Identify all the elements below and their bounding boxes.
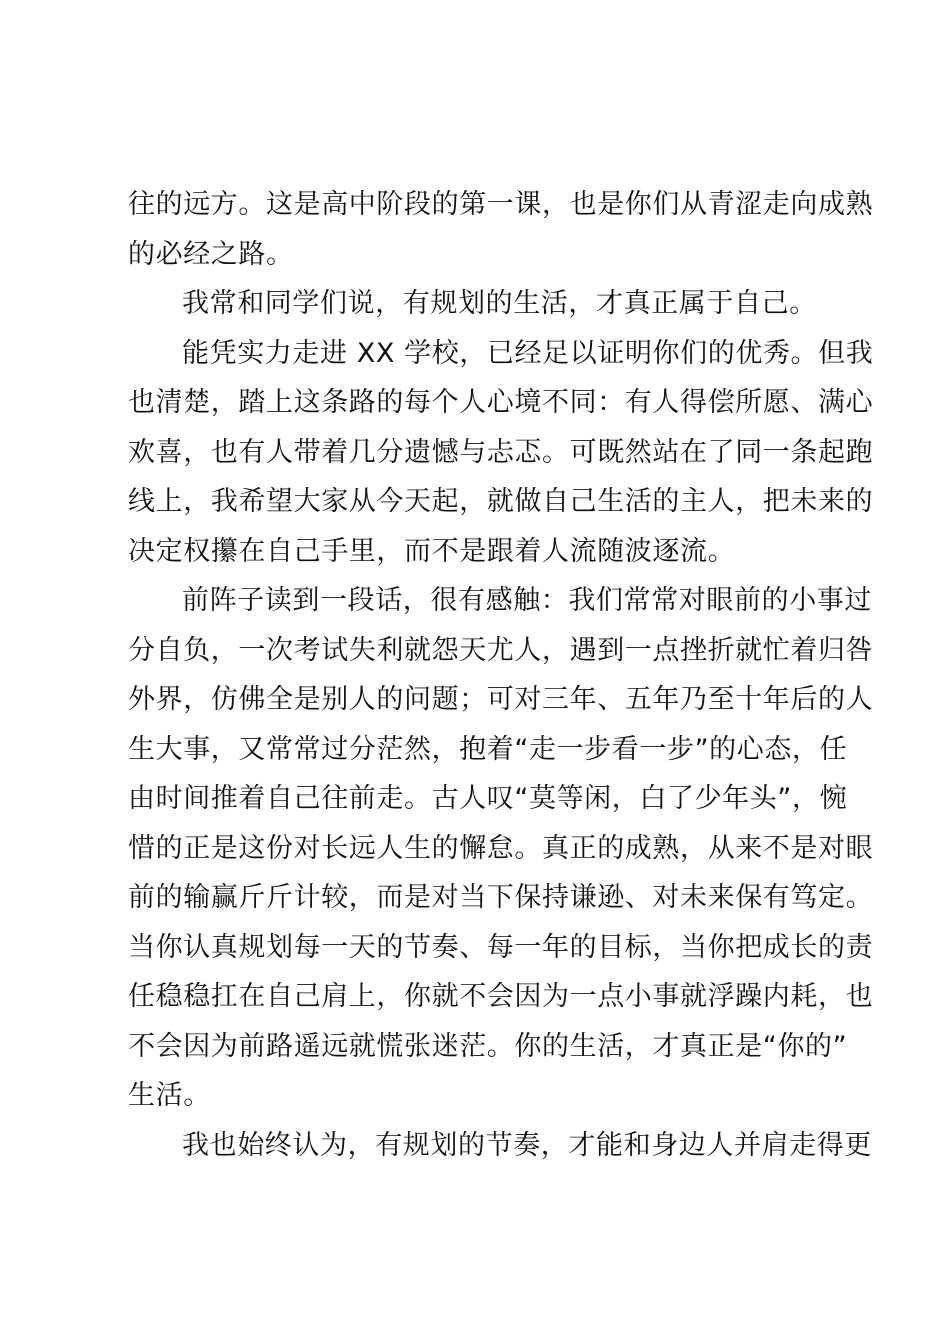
text-line-20: 我也始终认为，有规划的节奏，才能和身边人并肩走得更 — [182, 1129, 872, 1161]
text-line-18: 不会因为前路遥远就慌张迷茫。你的生活，才真正是“你的” — [128, 1030, 848, 1062]
text-line-17: 任稳稳扛在自己肩上，你就不会因为一点小事就浮躁内耗，也 — [128, 981, 874, 1012]
text-line-13: 由时间推着自己往前走。古人叹“莫等闲，白了少年头”，惋 — [128, 783, 848, 814]
body-text — [128, 180, 874, 1170]
text-line-8: 决定权攥在自己手里，而不是跟着人流随波逐流。 — [128, 535, 736, 567]
text-line-19: 生活。 — [128, 1080, 211, 1111]
text-line-16: 当你认真规划每一天的节奏、每一年的目标，当你把成长的责 — [128, 931, 874, 963]
text-line-7: 线上，我希望大家从今天起，就做自己生活的主人，把未来的 — [128, 486, 874, 517]
text-line-12: 生大事，又常常过分茫然，抱着“走一步看一步”的心态，任 — [128, 733, 848, 765]
text-line-2: 的必经之路。 — [128, 238, 294, 270]
text-line-3: 我常和同学们说，有规划的生活，才真正属于自己。 — [182, 288, 817, 319]
text-line-15: 前的输赢斤斤计较，而是对当下保持谦逊、对未来保有笃定。 — [128, 882, 874, 913]
text-line-5: 也清楚，踏上这条路的每个人心境不同：有人得偿所愿、满心 — [128, 387, 874, 418]
text-line-10: 分自负，一次考试失利就怨天尤人，遇到一点挫折就忙着归咎 — [128, 634, 874, 666]
text-line-11: 外界，仿佛全是别人的问题；可对三年、五年乃至十年后的人 — [128, 684, 874, 715]
text-line-9: 前阵子读到一段话，很有感触：我们常常对眼前的小事过 — [182, 585, 872, 616]
text-line-1: 往的远方。这是高中阶段的第一课，也是你们从青涩走向成熟 — [128, 189, 874, 220]
text-line-4: 能凭实力走进 XX 学校，已经足以证明你们的优秀。但我 — [182, 337, 874, 369]
text-line-6: 欢喜，也有人带着几分遗憾与忐忑。可既然站在了同一条起跑 — [128, 436, 874, 468]
text-line-14: 惜的正是这份对长远人生的懈怠。真正的成熟，从来不是对眼 — [128, 832, 874, 864]
